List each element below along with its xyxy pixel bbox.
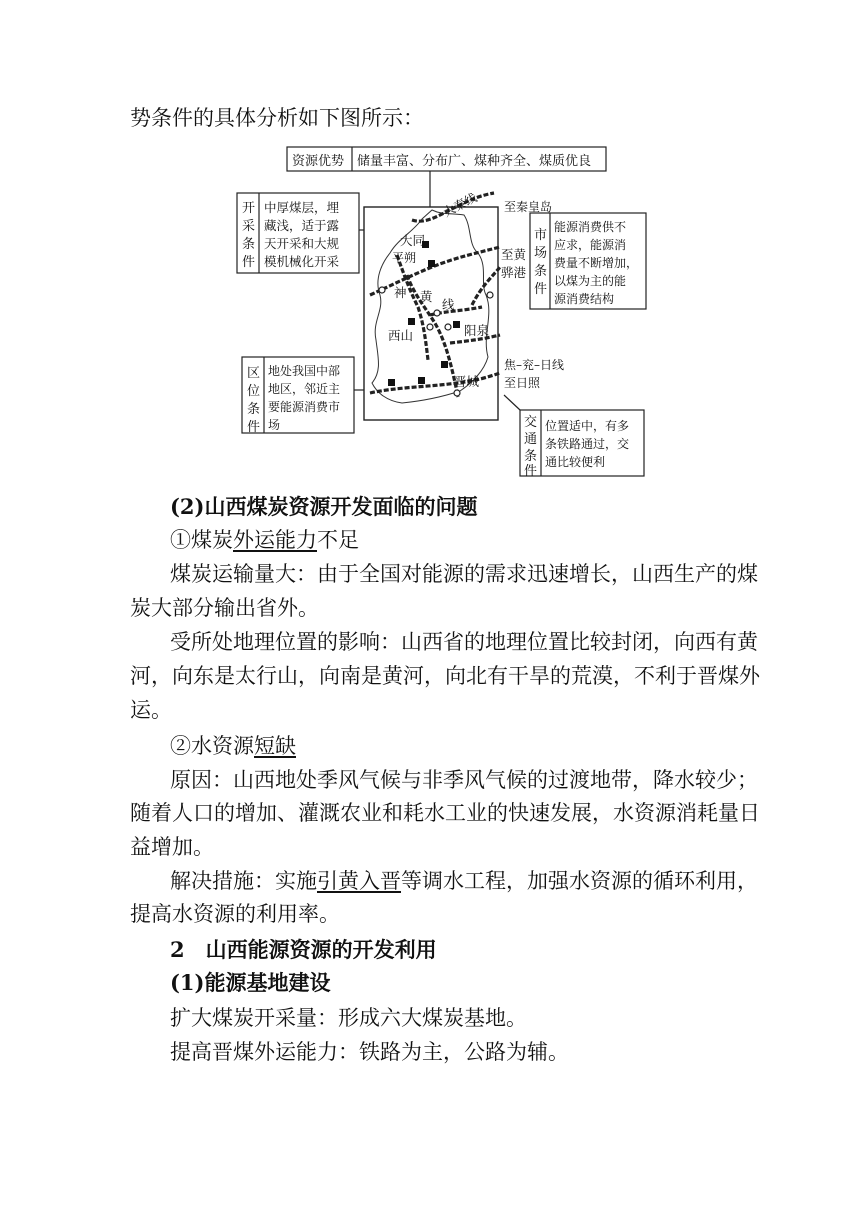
para5-line2: 随着人口的增加、灌溉农业和耗水工业的快速发展，水资源消耗量日 bbox=[130, 801, 760, 825]
market-label-4: 件 bbox=[534, 282, 548, 297]
transport-label-4: 件 bbox=[524, 464, 538, 479]
para3-line3: 运。 bbox=[130, 698, 172, 722]
para6-line1 bbox=[170, 866, 758, 896]
para7: 扩大煤炭开采量：形成六大煤炭基地。 bbox=[170, 1006, 527, 1030]
mining-text-3: 天开采和大规 bbox=[264, 236, 340, 251]
mining-label-2: 采 bbox=[242, 219, 256, 234]
location-text-2: 地区，邻近主 bbox=[268, 382, 341, 396]
pingshuo-label: 平朔 bbox=[392, 251, 417, 265]
para8: 提高晋煤外运能力：铁路为主，公路为辅。 bbox=[170, 1040, 569, 1064]
intro-line: 势条件的具体分析如下图所示： bbox=[130, 106, 424, 130]
transport-label-1: 交 bbox=[524, 415, 538, 430]
mining-text-2: 藏浅，适于露 bbox=[264, 218, 340, 233]
resource-label: 资源优势 bbox=[292, 154, 345, 169]
yangquan-label: 阳泉 bbox=[464, 323, 490, 338]
market-label-3: 条 bbox=[534, 264, 548, 279]
problem1-underline: 外运能力 bbox=[233, 528, 317, 552]
market-text-3: 费量不断增加， bbox=[554, 256, 639, 270]
problem1-prefix: ①煤炭 bbox=[170, 528, 233, 552]
mining-label-1: 开 bbox=[242, 201, 256, 216]
sub1-text: 能源基地建设 bbox=[204, 970, 331, 995]
location-text-1: 地处我国中部 bbox=[268, 364, 341, 378]
jincheng-label: 晋城 bbox=[454, 374, 480, 389]
location-label-1: 区 bbox=[247, 366, 261, 381]
market-label-1: 市 bbox=[534, 228, 548, 243]
location-label-3: 条 bbox=[247, 402, 261, 417]
shanxi-coal-advantage-figure bbox=[232, 135, 652, 480]
para5-line1: 原因：山西地处季风气候与非季风气候的过渡地带，降水较少； bbox=[170, 768, 758, 792]
transport-text-2: 条铁路通过，交 bbox=[545, 437, 630, 451]
to-qinhuangdao-label: 至秦皇岛 bbox=[504, 200, 553, 214]
mining-text-4: 模机械化开采 bbox=[264, 254, 340, 269]
xian-label: 线 bbox=[442, 297, 455, 312]
mining-conditions-box bbox=[237, 193, 364, 273]
mining-label-4: 件 bbox=[242, 255, 256, 270]
market-text-2: 应求，能源消 bbox=[554, 238, 627, 252]
location-label-4: 件 bbox=[247, 420, 261, 435]
section2-title bbox=[170, 492, 735, 522]
location-label-2: 位 bbox=[247, 384, 261, 399]
market-conditions-box bbox=[530, 213, 646, 309]
to-huanghua-label-2: 骅港 bbox=[501, 265, 527, 280]
problem2-underline: 短缺 bbox=[254, 734, 296, 758]
location-conditions-box bbox=[242, 357, 364, 435]
section2-title-num: (2) bbox=[170, 494, 205, 519]
problem2-line bbox=[170, 731, 735, 761]
para3-line2: 河，向东是太行山，向南是黄河，向北有干旱的荒漠，不利于晋煤外 bbox=[130, 664, 760, 688]
market-text-4: 以煤为主的能 bbox=[554, 274, 627, 288]
resource-text: 储量丰富、分布广、煤种齐全、煤质优良 bbox=[357, 154, 592, 169]
location-text-3: 要能源消费市 bbox=[268, 400, 341, 414]
jinyanri-line-label: 焦–兖–日线 bbox=[504, 358, 565, 372]
problem1-line bbox=[170, 525, 735, 555]
para6-prefix: 解决措施：实施 bbox=[170, 869, 317, 893]
transport-label-2: 通 bbox=[524, 432, 538, 447]
para6-suffix: 等调水工程，加强水资源的循环利用， bbox=[401, 869, 758, 893]
para6-underline: 引黄入晋 bbox=[317, 869, 401, 893]
heading2: 2 山西能源资源的开发利用 bbox=[170, 937, 437, 962]
transport-conditions-box bbox=[504, 395, 644, 479]
para2-line1: 煤炭运输量大：由于全国对能源的需求迅速增长，山西生产的煤 bbox=[170, 562, 758, 586]
problem1-suffix: 不足 bbox=[317, 528, 359, 552]
datong-label: 大同 bbox=[400, 233, 426, 248]
problem2-prefix: ②水资源 bbox=[170, 734, 254, 758]
market-text-5: 源消费结构 bbox=[554, 292, 615, 306]
sub1-title bbox=[170, 968, 735, 998]
xishan-label: 西山 bbox=[388, 328, 414, 343]
huang-label: 黄 bbox=[420, 289, 433, 304]
transport-label-3: 条 bbox=[524, 449, 538, 464]
para3-line1: 受所处地理位置的影响：山西省的地理位置比较封闭，向西有黄 bbox=[170, 630, 758, 654]
para6-line2: 提高水资源的利用率。 bbox=[130, 902, 340, 926]
section2-title-text: 山西煤炭资源开发面临的问题 bbox=[204, 494, 478, 519]
shen-label: 神 bbox=[394, 285, 407, 300]
para5-line3: 益增加。 bbox=[130, 835, 214, 859]
para2-line2: 炭大部分输出省外。 bbox=[130, 596, 319, 620]
transport-text-1: 位置适中，有多 bbox=[545, 419, 630, 433]
mining-text-1: 中厚煤层，埋 bbox=[264, 200, 340, 215]
daqin-line-label: 大秦线 bbox=[440, 190, 480, 220]
to-rizhao-label: 至日照 bbox=[504, 376, 541, 390]
sub1-num: (1) bbox=[170, 970, 205, 995]
market-label-2: 场 bbox=[534, 246, 548, 261]
mining-label-3: 条 bbox=[242, 237, 256, 252]
market-text-1: 能源消费供不 bbox=[554, 220, 627, 234]
to-huanghua-label-1: 至黄 bbox=[501, 247, 527, 262]
location-text-4: 场 bbox=[268, 418, 281, 432]
transport-text-3: 通比较便利 bbox=[545, 455, 606, 469]
